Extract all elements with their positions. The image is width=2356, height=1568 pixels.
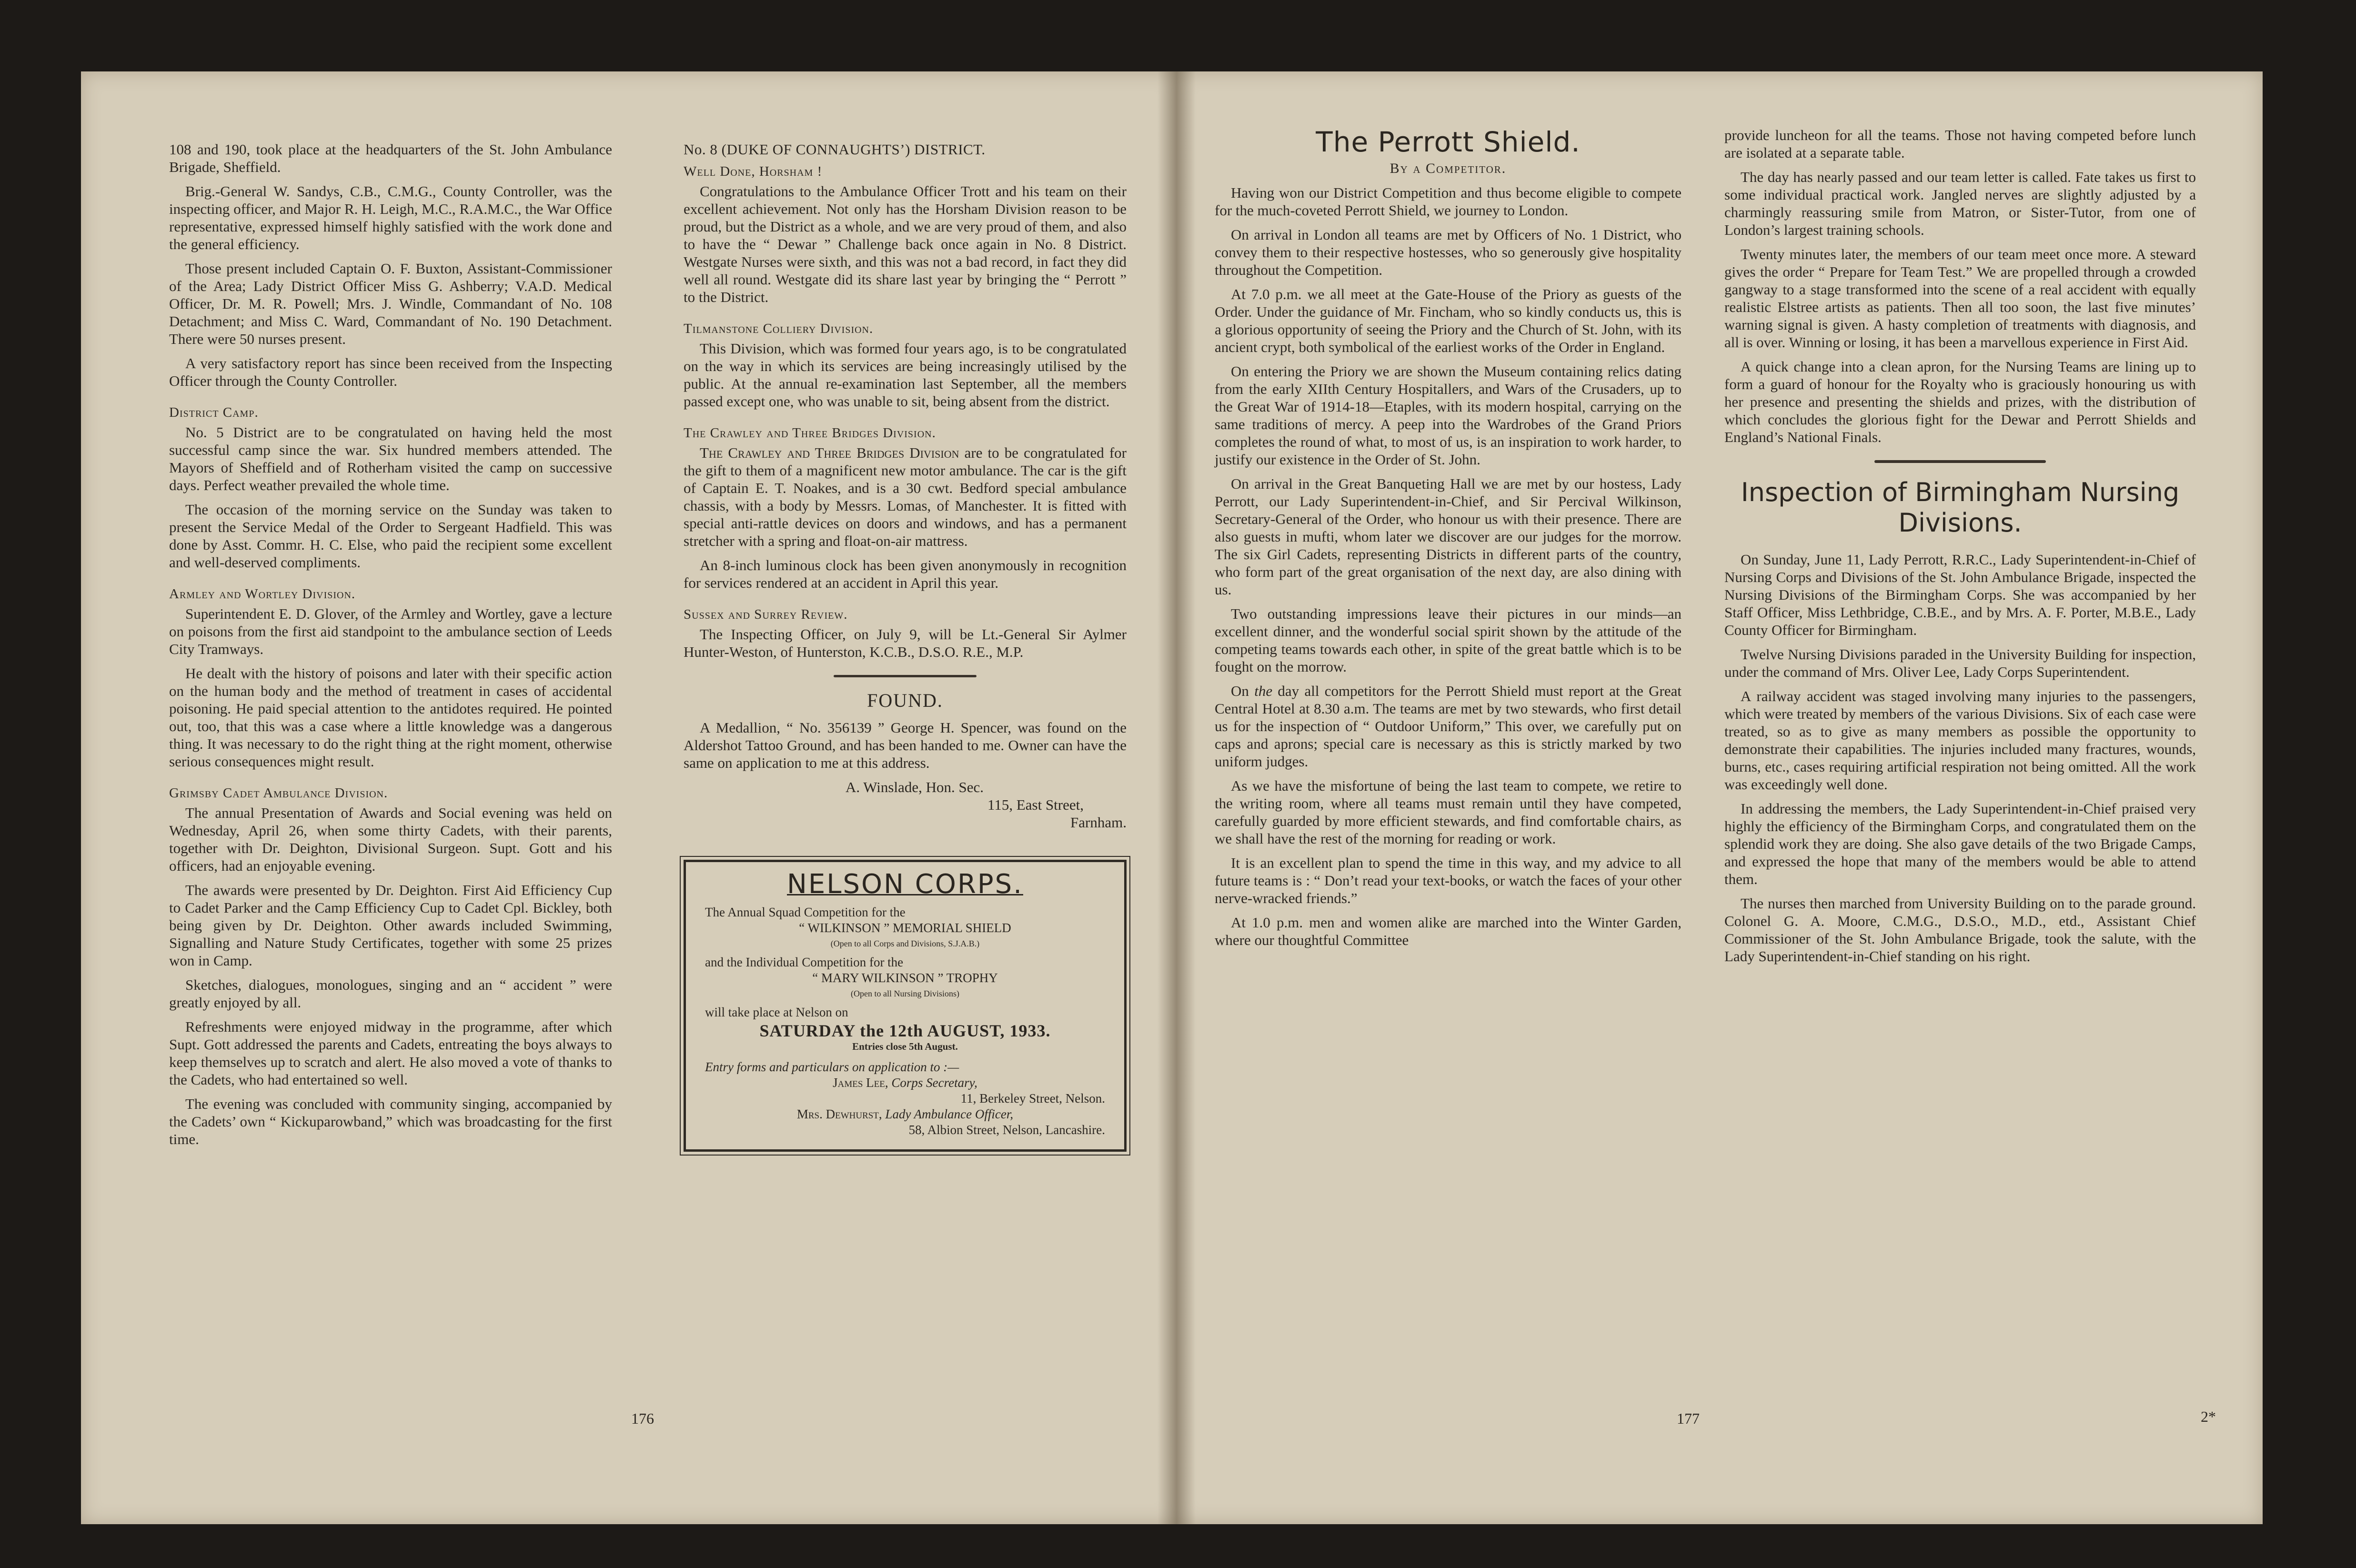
right-column-1 bbox=[1215, 126, 1681, 955]
advert-note: (Open to all Corps and Divisions, S.J.A.B.) bbox=[830, 939, 980, 948]
advert-date: SATURDAY the 12th AUGUST, 1933. bbox=[759, 1021, 1051, 1040]
paragraph: On arrival in London all teams are met by Officers of No. 1 District, who convey them to their respective hostesses, who so generously give hospitality throughout the Competition. bbox=[1215, 226, 1681, 278]
divider-rule bbox=[1874, 460, 2046, 463]
advert-entry: Entry forms and particulars on application to :— bbox=[705, 1060, 959, 1074]
paragraph: At 7.0 p.m. we all meet at the Gate-House of the Priory as guests of the Order. Under the guidance of Mr. Fincham, who so kindly conducts us, this is a glorious opportunity of seeing the Priory and the Church of St. John, with its ancient crypt, both symbolical of the earliest works of the Order in England. bbox=[1215, 286, 1681, 355]
paragraph: provide luncheon for all the teams. Those not having competed before lunch are isolated at a separate table. bbox=[1724, 127, 2196, 161]
advert-note: (Open to all Nursing Divisions) bbox=[851, 989, 959, 998]
article-byline: By a Competitor. bbox=[1389, 161, 1507, 176]
page-number: 177 bbox=[1677, 1410, 1700, 1427]
lead-in: The Crawley and Three Bridges Division bbox=[700, 444, 959, 461]
article-title: The Perrott Shield. bbox=[1316, 126, 1581, 158]
paragraph: An 8-inch luminous clock has been given anonymously in recognition for services rendered at an accident in April this year. bbox=[684, 557, 1127, 591]
paragraph: On entering the Priory we are shown the Museum containing relics dating from the early XIIth Century Hospitallers, and Wars of the Crusaders, up to the Great War of 1914-18—Etaples, with its modern hospital, carrying on the same traditions of mercy. A peep into the Wardrobes of the Grand Priors completes the round of what, to most of us, is an inspiration to work harder, to justify our existence in the Order of St. John. bbox=[1215, 363, 1681, 468]
left-column-2 bbox=[684, 141, 1127, 1152]
left-column-1 bbox=[169, 141, 612, 1155]
paragraph: He dealt with the history of poisons and later with their specific action on the human body and the method of treatment in cases of accidental poisoning. He paid special attention to the antidotes required. He pointed out, too, that this was a case where a little knowledge was a dangerous thing. It was necessary to do the right thing at the right moment, otherwise serious consequences might result. bbox=[169, 665, 612, 770]
paragraph: The nurses then marched from University Building on to the parade ground. Colonel G. A. Moore, C.M.G., D.S.O., M.D., etd., Assistant Chief Commissioner of the St. John Ambulance Brigade, took the salute, with the Lady Superintendent-in-Chief standing on his right. bbox=[1724, 895, 2196, 965]
paragraph: It is an excellent plan to spend the time in this way, and my advice to all future teams is : “ Don’t read your text-books, or watch the faces of your other nerve-wracked friends.” bbox=[1215, 854, 1681, 906]
signature-name: A. Winslade, Hon. Sec. bbox=[845, 779, 984, 795]
district-heading: No. 8 (DUKE OF CONNAUGHTS’) DISTRICT. bbox=[684, 141, 986, 158]
advert-closing: Entries close 5th August. bbox=[852, 1041, 958, 1052]
advert-contact-1 bbox=[705, 1075, 1105, 1091]
paragraph bbox=[1215, 682, 1681, 770]
right-page bbox=[1177, 71, 2263, 1524]
paragraph bbox=[684, 444, 1127, 550]
contact-address: 11, Berkeley Street, Nelson. bbox=[960, 1091, 1105, 1106]
paragraph: Congratulations to the Ambulance Officer Trott and his team on their excellent achievement. Not only has the Horsham Division reason to be proud, but the District as a whole, and we are very proud of them, and also to have the “ Dewar ” Challenge back once again in No. 8 District. Westgate Nurses were sixth, and this was not a bad record, in fact they did well all round. Westgate did its share last year by bringing the “ Perrott ” to the District. bbox=[684, 183, 1127, 305]
found-heading: FOUND. bbox=[867, 690, 943, 711]
paragraph: Superintendent E. D. Glover, of the Armley and Wortley, gave a lecture on poisons from the first aid standpoint to the ambulance section of Leeds City Tramways. bbox=[169, 605, 612, 657]
paragraph: 108 and 190, took place at the headquarters of the St. John Ambulance Brigade, Sheffield. bbox=[169, 141, 612, 175]
paragraph: Refreshments were enjoyed midway in the programme, after which Supt. Gott addressed the parents and Cadets, entreating the boys always to keep themselves up to scratch and alert. He also moved a vote of thanks to the Cadets, who had entertained so well. bbox=[169, 1018, 612, 1088]
advert-trophy: “ MARY WILKINSON ” TROPHY bbox=[812, 971, 998, 985]
paragraph: On arrival in the Great Banqueting Hall we are met by our hostess, Lady Perrott, our Lady Superintendent-in-Chief, and Sir Percival Wilkinson, Secretary-General of the Order, who honour us with their presence. There are also guests in mufti, whom later we discover are our judges for the morrow. The six Girl Cadets, representing Districts in different parts of the country, who form part of the great organisation of the next day, are also dining with us. bbox=[1215, 475, 1681, 598]
paragraph: Brig.-General W. Sandys, C.B., C.M.G., County Controller, was the inspecting officer, and Major R. H. Leigh, M.C., R.A.M.C., the War Office representative, expressed himself highly satisfied with the work done and the general efficiency. bbox=[169, 183, 612, 252]
paragraph: This Division, which was formed four years ago, is to be congratulated on the way in which its services are being increasingly utilised by the public. At the annual re-examination last September, all the members passed except one, who was unable to sit, being absent from the district. bbox=[684, 340, 1127, 410]
signature-mark: 2* bbox=[2201, 1408, 2216, 1425]
section-heading: Sussex and Surrey Review. bbox=[684, 607, 848, 622]
paragraph: At 1.0 p.m. men and women alike are marched into the Winter Garden, where our thoughtful Committee bbox=[1215, 914, 1681, 948]
advert-title: NELSON CORPS. bbox=[787, 869, 1023, 900]
section-heading: The Crawley and Three Bridges Division. bbox=[684, 425, 936, 441]
contact-name: James Lee, bbox=[833, 1075, 888, 1090]
emphasis: the bbox=[1254, 683, 1273, 699]
section-heading: Armley and Wortley Division. bbox=[169, 586, 356, 602]
right-column-2 bbox=[1724, 126, 2196, 972]
paragraph: No. 5 District are to be congratulated on having held the most successful camp since the war. Six hundred members attended. The Mayors of Sheffield and of Rotherham visited the camp on successive days. Perfect weather prevailed the whole time. bbox=[169, 424, 612, 493]
article-title: Inspection of Birmingham Nursing Divisions. bbox=[1741, 477, 2180, 538]
paragraph: The annual Presentation of Awards and Social evening was held on Wednesday, April 26, when some thirty Cadets, with their parents, together with Dr. Deighton, Divisional Surgeon. Supt. Gott and his officers, had an enjoyable evening. bbox=[169, 804, 612, 874]
contact-address: 58, Albion Street, Nelson, Lancashire. bbox=[908, 1123, 1105, 1137]
paragraph: Two outstanding impressions leave their pictures in our minds—an excellent dinner, and the wonderful social spirit shown by the attitude of the competing teams towards each other, in spite of the great battle which is to be fought on the morrow. bbox=[1215, 605, 1681, 675]
paragraph: Twenty minutes later, the members of our team meet once more. A steward gives the order “ Prepare for Team Test.” We are propelled through a crowded gangway to a stage transformed into the scene of a real accident with equally realistic Elstree artists as patients. Then all too soon, the last five minutes’ warning signal is given. A hasty completion of treatments with diagnosis, and all is over. Winning or losing, it has been a marvellous experience in First Aid. bbox=[1724, 246, 2196, 351]
paragraph-text: are to be congratulated for the gift to them of a magnificent new motor ambulance. The car is the gift of Captain E. T. Noakes, and is a 30 cwt. Bedford special ambulance chassis, with a body by Messrs. Lomas, of Manchester. It is fitted with special anti-rattle devices on doors and windows, and has a permanent stretcher with a spring and float-on-air mattress. bbox=[684, 444, 1127, 549]
nelson-corps-advert bbox=[684, 860, 1127, 1152]
paragraph: A railway accident was staged involving many injuries to the passengers, which were treated by members of the various Divisions. Six of each case were treated, so as to give as many members as possible the opportunity to demonstrate their capabilities. The injuries included many fractures, wounds, burns, etc., cases requiring artificial respiration not being omitted. All the work was exceedingly well done. bbox=[1724, 688, 2196, 793]
paragraph: On Sunday, June 11, Lady Perrott, R.R.C., Lady Superintendent-in-Chief of Nursing Corps and Divisions of the St. John Ambulance Brigade, inspected the Nursing Divisions of the Birmingham Corps. She was accompanied by her Staff Officer, Miss Lethbridge, C.B.E., and by Mrs. A. F. Porter, M.B.E., Lady County Officer for Birmingham. bbox=[1724, 551, 2196, 638]
paragraph: A quick change into a clean apron, for the Nursing Teams are lining up to form a guard of honour for the Royalty who is graciously honouring us with her presence and presenting the shields and prizes, with the distribution of which concludes the glorious fight for the Dewar and Perrott Shields and England’s National Finals. bbox=[1724, 358, 2196, 445]
section-heading: District Camp. bbox=[169, 405, 259, 420]
paragraph: A very satisfactory report has since been received from the Inspecting Officer through the County Controller. bbox=[169, 355, 612, 389]
contact-name: Mrs. Dewhurst, bbox=[796, 1107, 882, 1121]
paragraph-text: day all competitors for the Perrott Shield must report at the Great Central Hotel at 8.30 a.m. The teams are met by two stewards, who first detail us for the inspection of “ Outdoor Uniform,” This over, we carefully put on caps and aprons; special care is necessary as this is strictly marked by two uniform judges. bbox=[1215, 683, 1681, 770]
advert-line: will take place at Nelson on bbox=[705, 1005, 848, 1019]
contact-role: Corps Secretary, bbox=[891, 1075, 977, 1090]
paragraph: Sketches, dialogues, monologues, singing and an “ accident ” were greatly enjoyed by all. bbox=[169, 976, 612, 1011]
section-heading: Grimsby Cadet Ambulance Division. bbox=[169, 785, 388, 801]
paragraph: Having won our District Competition and thus become eligible to compete for the much-coveted Perrott Shield, we journey to London. bbox=[1215, 184, 1681, 219]
paragraph: As we have the misfortune of being the last team to compete, we retire to the writing room, where all teams must remain until they have competed, carefully guarded by more efficient stewards, and find comfortable chairs, as we shall have the rest of the morning for reading or work. bbox=[1215, 777, 1681, 847]
paragraph: Those present included Captain O. F. Buxton, Assistant-Commissioner of the Area; Lady District Officer Miss G. Ashberry; V.A.D. Medical Officer, Dr. M. R. Powell; Mrs. J. Windle, Commandant of No. 108 Detachment; and Miss C. Ward, Commandant of No. 190 Detachment. There were 50 nurses present. bbox=[169, 260, 612, 347]
paragraph: In addressing the members, the Lady Superintendent-in-Chief praised very highly the efficiency of the Birmingham Corps, and congratulated them on the splendid work they are doing. She also gave details of the two Brigade Camps, and expressed the hope that many of the members would be able to attend them. bbox=[1724, 800, 2196, 887]
section-heading: Tilmanstone Colliery Division. bbox=[684, 321, 874, 336]
section-heading: Well Done, Horsham ! bbox=[684, 164, 823, 179]
signature-town: Farnham. bbox=[1070, 814, 1127, 831]
advert-contact-2 bbox=[705, 1106, 1105, 1122]
page-number: 176 bbox=[631, 1410, 654, 1427]
paragraph: The evening was concluded with community singing, accompanied by the Cadets’ own “ Kickuparowband,” which was broadcasting for the first time. bbox=[169, 1096, 612, 1147]
signature-street: 115, East Street, bbox=[987, 796, 1084, 813]
divider-rule bbox=[834, 675, 977, 677]
paragraph: The awards were presented by Dr. Deighton. First Aid Efficiency Cup to Cadet Parker and the Camp Efficiency Cup to Cadet Cpl. Bickley, both being given by Dr. Deighton. Other awards included Swimming, Signalling and Nature Study Certificates, together with some 25 prizes won in Camp. bbox=[169, 882, 612, 969]
advert-line: and the Individual Competition for the bbox=[705, 955, 904, 969]
left-page bbox=[81, 71, 1177, 1524]
paragraph-text: On bbox=[1231, 683, 1255, 699]
paragraph: The Inspecting Officer, on July 9, will be Lt.-General Sir Aylmer Hunter-Weston, of Hunterston, K.C.B., D.S.O. R.E., M.P. bbox=[684, 626, 1127, 660]
advert-line: The Annual Squad Competition for the bbox=[705, 905, 906, 919]
paragraph: The day has nearly passed and our team letter is called. Fate takes us first to some individual practical work. Jangled nerves are slightly adjusted by a charmingly reassuring smile from Matron, or Sister-Tutor, from one of London’s largest training schools. bbox=[1724, 169, 2196, 238]
contact-role: Lady Ambulance Officer, bbox=[885, 1107, 1014, 1121]
paragraph: A Medallion, “ No. 356139 ” George H. Spencer, was found on the Aldershot Tattoo Ground, and has been handed to me. Owner can have the same on application to me at this address. bbox=[684, 719, 1127, 771]
advert-shield: “ WILKINSON ” MEMORIAL SHIELD bbox=[799, 921, 1011, 935]
paragraph: Twelve Nursing Divisions paraded in the University Building for inspection, under the command of Mrs. Oliver Lee, Lady Corps Superintendent. bbox=[1724, 646, 2196, 680]
paragraph: The occasion of the morning service on the Sunday was taken to present the Service Medal of the Order to Sergeant Hadfield. This was done by Asst. Commr. H. C. Else, who paid the recipient some excellent and well-deserved compliments. bbox=[169, 501, 612, 571]
